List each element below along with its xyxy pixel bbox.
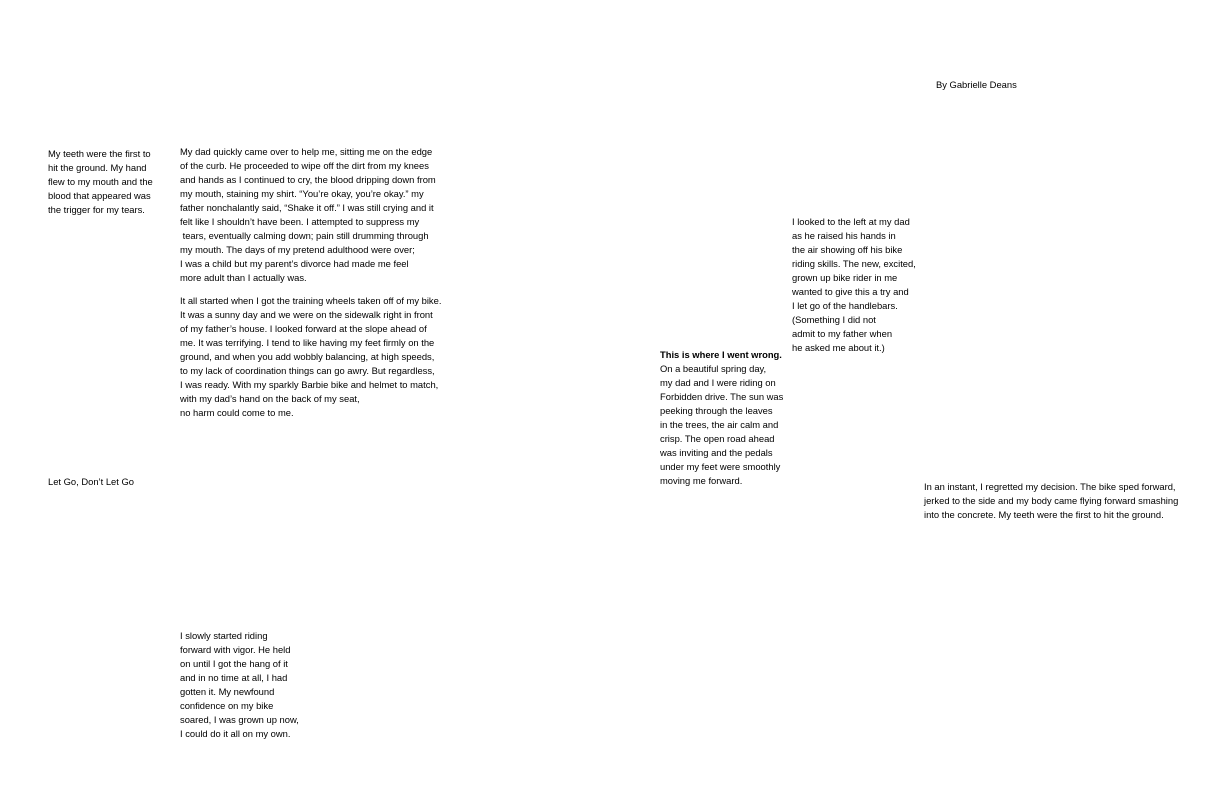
text-line: crisp. The open road ahead xyxy=(660,433,775,444)
text-line: In an instant, I regretted my decision. The bike sped forward, xyxy=(924,481,1176,492)
text-line: felt like I shouldn’t have been. I attempted to suppress my xyxy=(180,216,420,227)
text-line: and in no time at all, I had xyxy=(180,672,288,683)
paragraph-went-wrong xyxy=(660,348,783,488)
text-line: flew to my mouth and the xyxy=(48,176,153,187)
text-line: I slowly started riding xyxy=(180,630,268,641)
text-line: I looked to the left at my dad xyxy=(792,216,910,227)
text-line: jerked to the side and my body came flying forward smashing xyxy=(924,495,1179,506)
text-line: My teeth were the first to xyxy=(48,148,151,159)
text-line: I was a child but my parent’s divorce had made me feel xyxy=(180,258,409,269)
text-line: I let go of the handlebars. xyxy=(792,300,898,311)
text-line: and hands as I continued to cry, the blood dripping down from xyxy=(180,174,436,185)
text-line: me. It was terrifying. I tend to like having my feet firmly on the xyxy=(180,337,435,348)
text-line: admit to my father when xyxy=(792,328,893,339)
text-line: into the concrete. My teeth were the first to hit the ground. xyxy=(924,509,1164,520)
text-line: the trigger for my tears. xyxy=(48,204,145,215)
text-line: It was a sunny day and we were on the sidewalk right in front xyxy=(180,309,433,320)
text-line: I could do it all on my own. xyxy=(180,728,291,739)
paragraph-training-wheels xyxy=(180,294,441,420)
text-line: On a beautiful spring day, xyxy=(660,363,767,374)
paragraph-dad-help xyxy=(180,145,436,285)
text-line: of the curb. He proceeded to wipe off the dirt from my knees xyxy=(180,160,429,171)
text-line: Forbidden drive. The sun was xyxy=(660,391,784,402)
text-line: my mouth. The days of my pretend adulthood were over; xyxy=(180,244,415,255)
text-line: forward with vigor. He held xyxy=(180,644,291,655)
text-line: with my dad’s hand on the back of my seat, xyxy=(180,393,360,404)
text-line: ground, and when you add wobbly balancing, at high speeds, xyxy=(180,351,435,362)
text-line: to my lack of coordination things can go awry. But regardless, xyxy=(180,365,435,376)
text-line: on until I got the hang of it xyxy=(180,658,288,669)
text-line: peeking through the leaves xyxy=(660,405,773,416)
text-line: the air showing off his bike xyxy=(792,244,903,255)
text-line: was inviting and the pedals xyxy=(660,447,773,458)
text-line: soared, I was grown up now, xyxy=(180,714,299,725)
author-byline: By Gabrielle Deans xyxy=(936,79,1017,90)
paragraph-teeth-first xyxy=(48,147,153,217)
text-line: confidence on my bike xyxy=(180,700,274,711)
text-line: riding skills. The new, excited, xyxy=(792,258,916,269)
text-line: blood that appeared was xyxy=(48,190,151,201)
text-line: more adult than I actually was. xyxy=(180,272,307,283)
paragraph-in-an-instant xyxy=(924,480,1178,522)
text-line: under my feet were smoothly xyxy=(660,461,781,472)
paragraph-heading: This is where I went wrong. xyxy=(660,349,782,360)
text-line: tears, eventually calming down; pain still drumming through xyxy=(180,230,429,241)
text-line: father nonchalantly said, “Shake it off.” I was still crying and it xyxy=(180,202,434,213)
text-line: in the trees, the air calm and xyxy=(660,419,779,430)
text-line: my dad and I were riding on xyxy=(660,377,776,388)
text-line: as he raised his hands in xyxy=(792,230,896,241)
text-line: he asked me about it.) xyxy=(792,342,885,353)
text-line: (Something I did not xyxy=(792,314,876,325)
text-line: grown up bike rider in me xyxy=(792,272,898,283)
story-title: Let Go, Don’t Let Go xyxy=(48,476,134,487)
text-line: It all started when I got the training wheels taken off of my bike. xyxy=(180,295,442,306)
paragraph-body xyxy=(660,362,783,488)
paragraph-slowly-riding xyxy=(180,629,299,741)
text-line: I was ready. With my sparkly Barbie bike and helmet to match, xyxy=(180,379,439,390)
text-line: no harm could come to me. xyxy=(180,407,294,418)
text-line: of my father’s house. I looked forward at the slope ahead of xyxy=(180,323,427,334)
text-line: gotten it. My newfound xyxy=(180,686,275,697)
paragraph-looked-left xyxy=(792,215,916,355)
text-line: wanted to give this a try and xyxy=(792,286,909,297)
text-line: My dad quickly came over to help me, sitting me on the edge xyxy=(180,146,433,157)
text-line: moving me forward. xyxy=(660,475,743,486)
text-line: hit the ground. My hand xyxy=(48,162,147,173)
text-line: my mouth, staining my shirt. “You’re okay, you’re okay.” my xyxy=(180,188,424,199)
